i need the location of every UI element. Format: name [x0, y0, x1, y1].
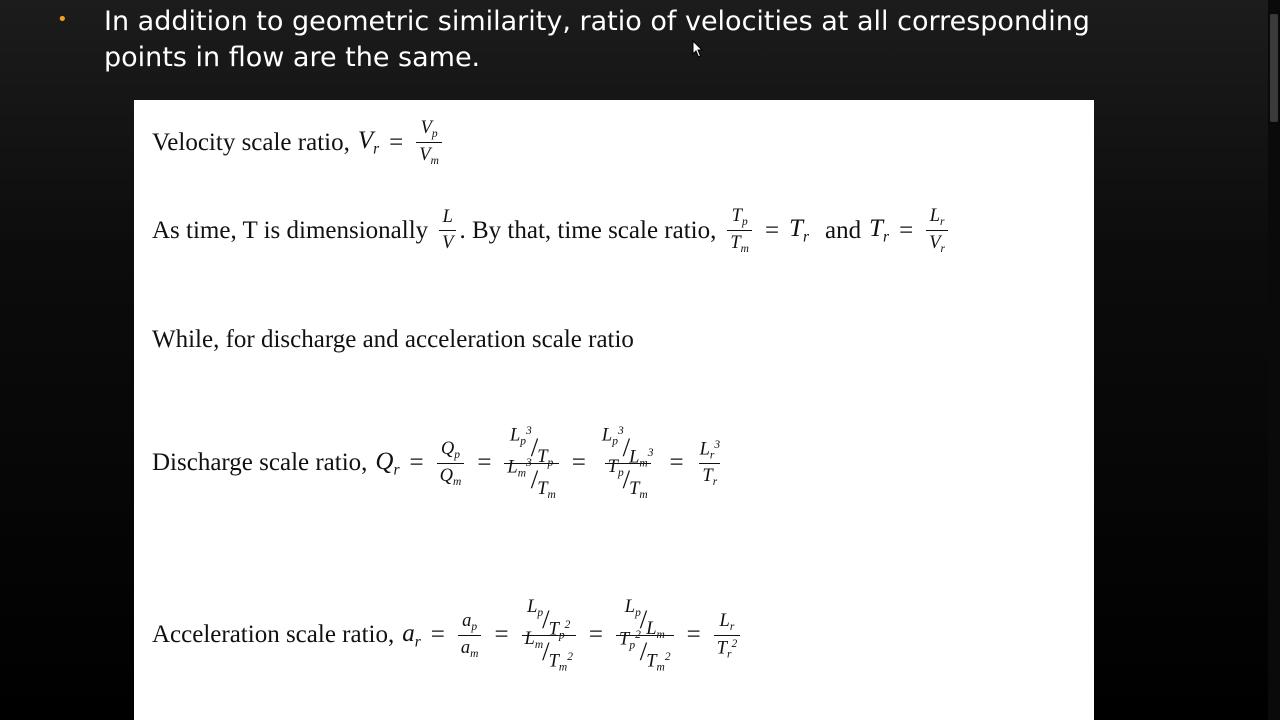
slide-heading	[104, 4, 1124, 76]
acceleration-fraction-1: $\frac{a_p}{a_m}$	[458, 611, 482, 660]
discharge-fraction-4: $\frac{L_r^3}{T_r}$	[699, 438, 721, 488]
discharge-label: Discharge scale ratio,	[152, 449, 368, 477]
heading-line-1: In addition to geometric similarity, ratio of velocities at all corresponding	[104, 6, 1090, 37]
time-dimension-fraction: $\frac{L}{V}$	[439, 207, 456, 254]
time-ratio-symbol: $T_r$	[789, 214, 810, 246]
time-label-2: . By that, time scale ratio,	[459, 216, 717, 244]
velocity-label: Velocity scale ratio,	[152, 128, 350, 156]
equation-panel	[134, 100, 1094, 720]
time-ratio-fraction: $\frac{L_r}{V_r}$	[926, 206, 948, 255]
discharge-fraction-3: $L_p^3$ / $L_m^3$ $T_p$ / $T_m$	[601, 425, 654, 502]
heading-line-2: points in flow are the same.	[104, 42, 481, 73]
time-and: and	[825, 216, 862, 244]
mouse-pointer-icon	[692, 40, 704, 58]
acceleration-equation: Acceleration scale ratio, $a_r$ = $\frac{a_p}{a_m}$ = $L_p$ / $T_p^2$ $L_m$ / $T_m^2$ = $L_p$ / $L_m$ $T_p^2$ / $T_m^2$ = $\frac{L_r}{T_r^2}$	[152, 606, 743, 665]
discharge-intro: While, for discharge and acceleration scale ratio	[152, 326, 634, 353]
acceleration-fraction-2: $L_p$ / $T_p^2$ $L_m$ / $T_m^2$	[522, 606, 576, 665]
discharge-fraction-1: $\frac{Q_p}{Q_m}$	[437, 439, 465, 488]
discharge-fraction-2: $L_p^3$ / $T_p$ $L_m^3$ / $T_m$	[504, 434, 558, 493]
bullet-icon: •	[57, 9, 68, 30]
acceleration-ratio-symbol: $a_r$	[402, 619, 421, 651]
velocity-equation: Velocity scale ratio, $V_r$ = $\frac{V_p}{V_m}$	[152, 118, 445, 167]
velocity-fraction: $\frac{V_p}{V_m}$	[416, 118, 442, 167]
time-ratio-symbol-2: $T_r$	[869, 214, 890, 246]
time-equation: As time, T is dimensionally $\frac{L}{V}$ . By that, time scale ratio, $\frac{T_p}{T_m}$ = $T_r$ and $T_r$ = $\frac{L_r}{V_r}$	[152, 206, 951, 255]
acceleration-label: Acceleration scale ratio,	[152, 621, 395, 649]
acceleration-fraction-4: $\frac{L_r}{T_r^2}$	[714, 611, 741, 660]
discharge-ratio-symbol: $Q_r$	[375, 447, 400, 479]
discharge-equation: Discharge scale ratio, $Q_r$ = $\frac{Q_p}{Q_m}$ = $L_p^3$ / $T_p$ $L_m^3$ / $T_m$ = $L_p^3$ / $L_m^3$ $T_p$ / $T_m$ = $\frac{L_r^3}{T_r}$	[152, 434, 726, 493]
scrollbar[interactable]	[1268, 0, 1280, 720]
time-fraction: $\frac{T_p}{T_m}$	[727, 206, 752, 255]
acceleration-fraction-3: $L_p$ / $L_m$ $T_p^2$ / $T_m^2$	[616, 606, 674, 665]
time-label-1: As time, T is dimensionally	[152, 216, 429, 244]
velocity-ratio-symbol: $V_r$	[357, 126, 380, 158]
scrollbar-thumb[interactable]	[1270, 14, 1278, 122]
